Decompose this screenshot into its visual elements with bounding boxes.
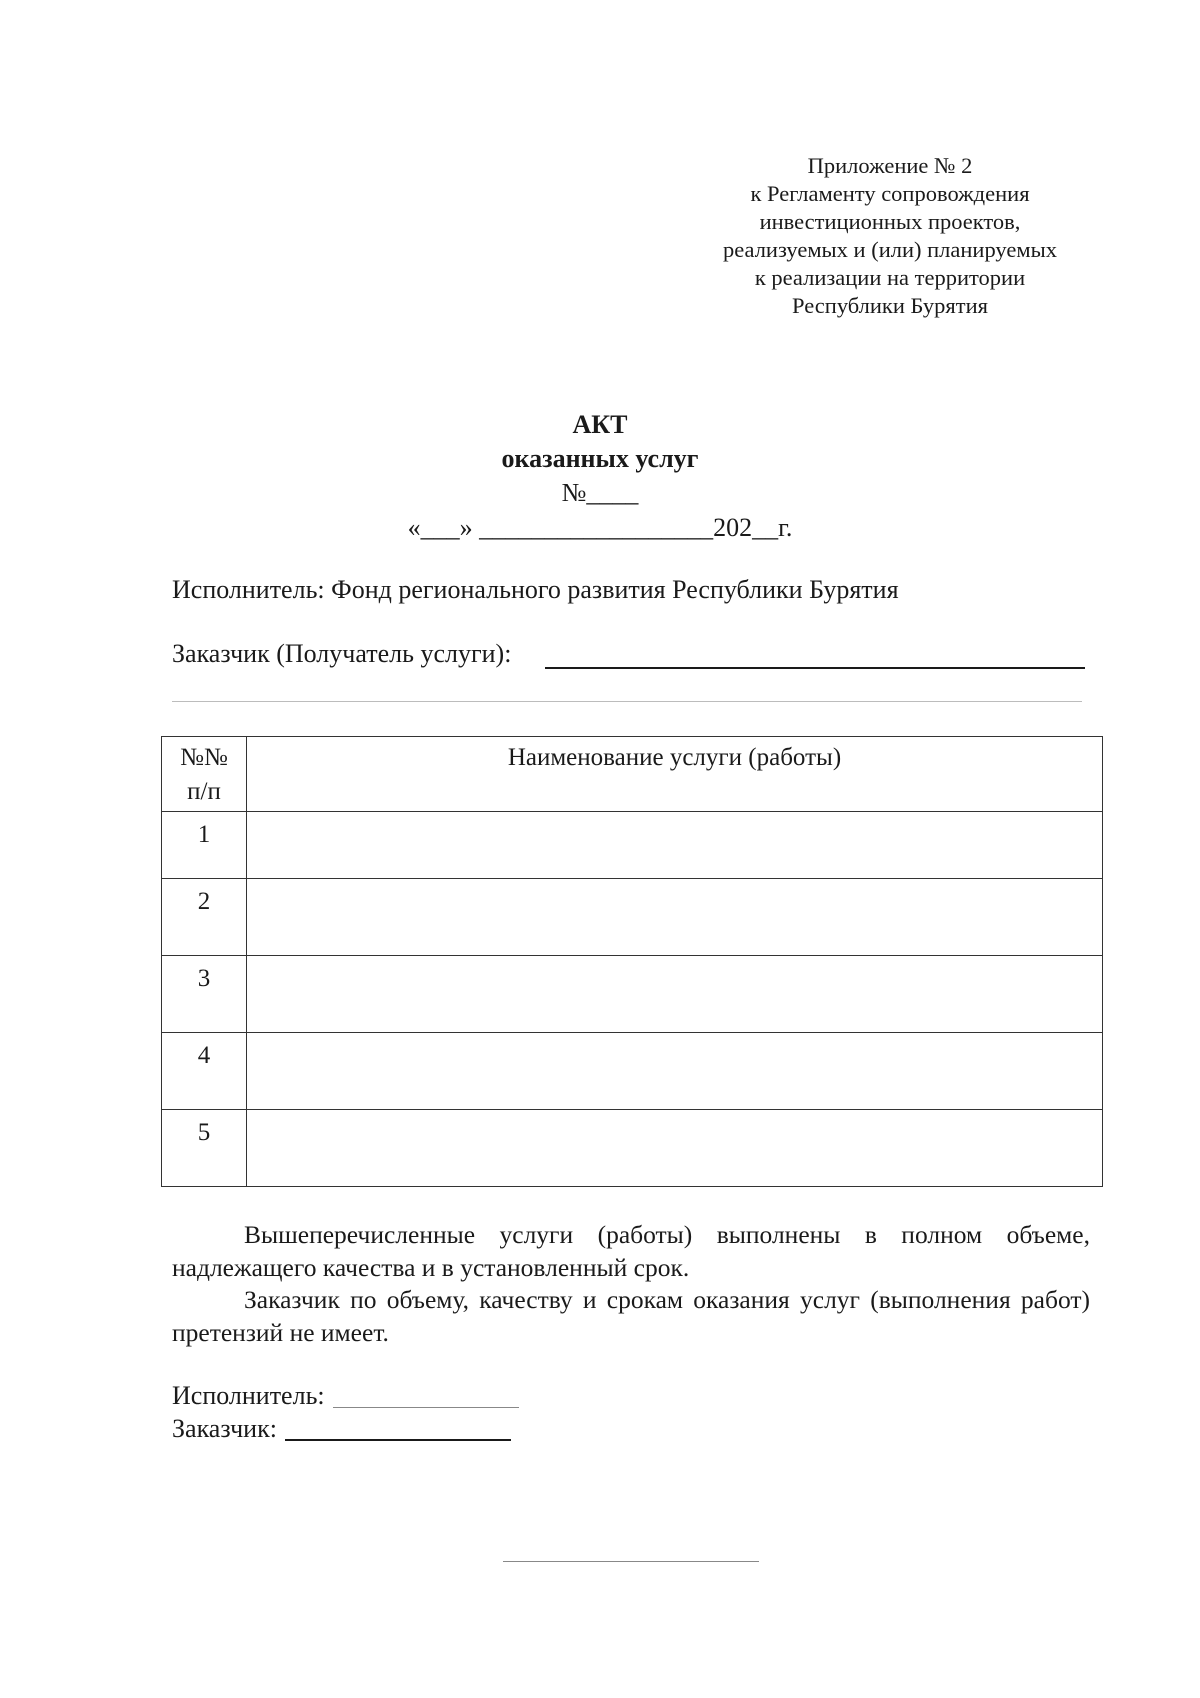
no-claims-text: Заказчик по объему, качеству и срокам оказания услуг (выполнения работ) претензий не имеет. <box>172 1285 1090 1347</box>
appendix-line: к Регламенту сопровождения <box>750 181 1030 206</box>
appendix-line: инвестиционных проектов, <box>759 209 1021 234</box>
executor-signature-line[interactable] <box>333 1407 519 1408</box>
table-header-row <box>162 737 1103 812</box>
no-claims-paragraph <box>172 1283 1090 1349</box>
act-date: «___» __________________202__г. <box>407 513 793 542</box>
table-row <box>162 1033 1103 1110</box>
table-row <box>162 879 1103 956</box>
header-service-name: Наименование услуги (работы) <box>247 737 1103 812</box>
customer-fill-line-2 <box>172 701 1082 702</box>
customer-signature-line[interactable] <box>285 1439 511 1441</box>
appendix-line: реализуемых и (или) планируемых <box>723 237 1057 262</box>
appendix-note <box>700 152 1080 320</box>
table-row <box>162 956 1103 1033</box>
row-service-cell[interactable] <box>247 1033 1103 1110</box>
row-service-cell[interactable] <box>247 1110 1103 1187</box>
appendix-line: к реализации на территории <box>754 265 1026 290</box>
table-row <box>162 1110 1103 1187</box>
footer-divider <box>503 1561 759 1562</box>
act-number: №____ <box>561 478 639 507</box>
completion-text: Вышеперечисленные услуги (работы) выполнены в полном объеме, надлежащего качества и в установленный срок. <box>172 1220 1090 1282</box>
row-service-cell[interactable] <box>247 812 1103 879</box>
header-number-line1: №№ <box>180 744 228 771</box>
completion-paragraph <box>172 1218 1090 1284</box>
row-number: 1 <box>162 812 247 879</box>
row-service-cell[interactable] <box>247 879 1103 956</box>
row-number: 2 <box>162 879 247 956</box>
act-subtitle: оказанных услуг <box>501 444 699 473</box>
customer-fill-line <box>545 667 1085 669</box>
services-table <box>161 736 1103 1187</box>
customer-signature-row <box>172 1413 511 1445</box>
executor-signature-row <box>172 1380 519 1412</box>
act-title: АКТ <box>572 410 628 439</box>
executor-line: Исполнитель: Фонд регионального развития Республики Бурятия <box>172 575 899 604</box>
table-row <box>162 812 1103 879</box>
appendix-line: Приложение № 2 <box>807 153 973 178</box>
act-title-block <box>0 408 1200 546</box>
row-number: 4 <box>162 1033 247 1110</box>
header-number-column <box>162 737 247 812</box>
executor-signature-label: Исполнитель: <box>172 1381 325 1410</box>
row-service-cell[interactable] <box>247 956 1103 1033</box>
header-number-line2: п/п <box>187 778 221 805</box>
appendix-line: Республики Бурятия <box>792 293 988 318</box>
customer-signature-label: Заказчик: <box>172 1414 277 1443</box>
row-number: 5 <box>162 1110 247 1187</box>
row-number: 3 <box>162 956 247 1033</box>
customer-label: Заказчик (Получатель услуги): <box>172 639 512 668</box>
